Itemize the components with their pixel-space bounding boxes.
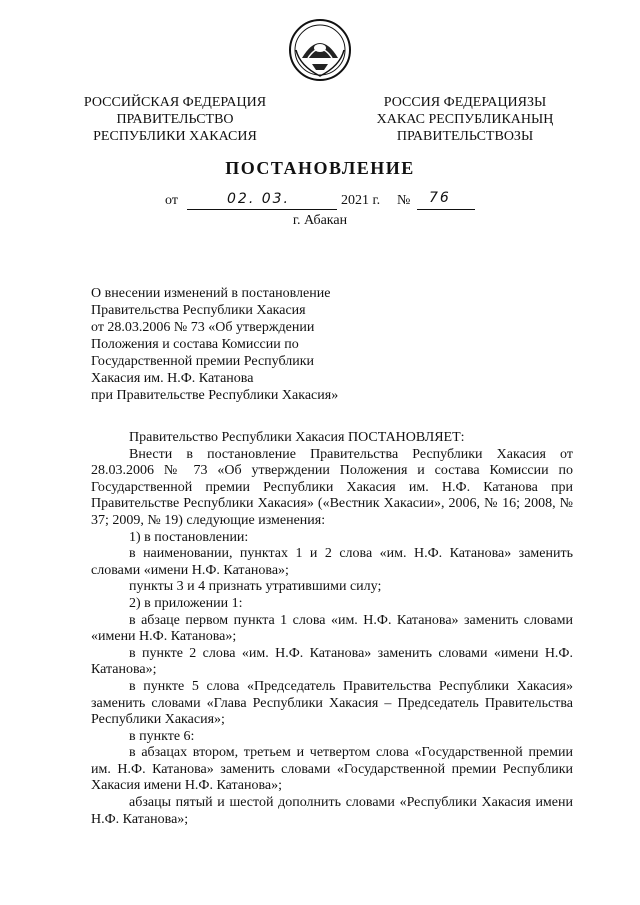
subject-line: Правительства Республики Хакасия — [91, 303, 306, 318]
subject-line: Положения и состава Комиссии по — [91, 337, 299, 352]
subject-line: при Правительстве Республики Хакасия» — [91, 388, 339, 403]
body-paragraph: Внести в постановление Правительства Республики Хакасия от 28.03.2006 № 73 «Об утверждении Положения и состава Комиссии по Государственной премии Республики Хакасия им. Н.Ф. Катанова при Правительстве Республики Хакасия» («Вестник Хакасии», 2006, № 16; 2008, № 37; 2009, № 19) следующие изменения: — [91, 446, 573, 528]
body-paragraph: в пункте 5 слова «Председатель Правительства Республики Хакасия» заменить словами «Глава Республики Хакасия – Председатель Правительства Республики Хакасия»; — [91, 678, 573, 728]
subject-line: О внесении изменений в постановление — [91, 286, 331, 301]
body-paragraph: в абзацах втором, третьем и четвертом слова «Государственной премии им. Н.Ф. Катанова» заменить словами «Государственной премии Республики Хакасия имени Н.Ф. Катанова»; — [91, 745, 573, 794]
subject-block — [91, 285, 347, 404]
date-year: 2021 г. — [341, 193, 381, 208]
date-number-line — [165, 190, 495, 213]
handwritten-date: 02. 03. — [227, 191, 290, 207]
body-paragraph: в пункте 6: — [129, 728, 195, 744]
number-label: № — [397, 193, 411, 208]
header-left-line: ПРАВИТЕЛЬСТВО — [116, 112, 234, 127]
header-russian — [70, 94, 280, 145]
header-right-line: ПРАВИТЕЛЬСТВОЗЫ — [396, 129, 534, 144]
subject-line: Хакасия им. Н.Ф. Катанова — [91, 371, 254, 386]
header-left-line: РЕСПУБЛИКИ ХАКАСИЯ — [93, 129, 257, 144]
body-paragraph: 1) в постановлении: — [129, 529, 249, 545]
header-khakas — [360, 94, 570, 145]
number-underline — [417, 190, 475, 210]
body-paragraph: абзацы пятый и шестой дополнить словами «Республики Хакасия имени Н.Ф. Катанова»; — [91, 795, 573, 827]
document-body — [91, 430, 573, 828]
header-right-line: РОССИЯ ФЕДЕРАЦИЯЗЫ — [383, 95, 547, 110]
body-paragraph: Правительство Республики Хакасия ПОСТАНОВЛЯЕТ: — [129, 430, 465, 445]
handwritten-number: 76 — [429, 190, 451, 206]
date-prefix: от — [165, 193, 178, 208]
date-underline — [187, 193, 337, 210]
body-paragraph: в наименовании, пунктах 1 и 2 слова «им. Н.Ф. Катанова» заменить словами «имени Н.Ф. Катанова»; — [91, 546, 573, 578]
header-right-line: ХАКАС РЕСПУБЛИКАНЫҢ — [376, 112, 554, 127]
document-title: ПОСТАНОВЛЕНИЕ — [225, 158, 415, 178]
body-paragraph: в пункте 2 слова «им. Н.Ф. Катанова» заменить словами «имени Н.Ф. Катанова»; — [91, 645, 573, 678]
subject-line: Государственной премии Республики — [91, 354, 315, 369]
subject-line: от 28.03.2006 № 73 «Об утверждении — [91, 320, 315, 335]
body-paragraph: 2) в приложении 1: — [129, 595, 243, 611]
header-left-line: РОССИЙСКАЯ ФЕДЕРАЦИЯ — [83, 95, 267, 110]
coat-of-arms-emblem — [288, 18, 352, 82]
city-name: г. Абакан — [292, 213, 348, 228]
body-paragraph: пункты 3 и 4 признать утратившими силу; — [129, 579, 382, 595]
body-paragraph: в абзаце первом пункта 1 слова «им. Н.Ф. Катанова» заменить словами «имени Н.Ф. Катанова»; — [91, 612, 573, 645]
